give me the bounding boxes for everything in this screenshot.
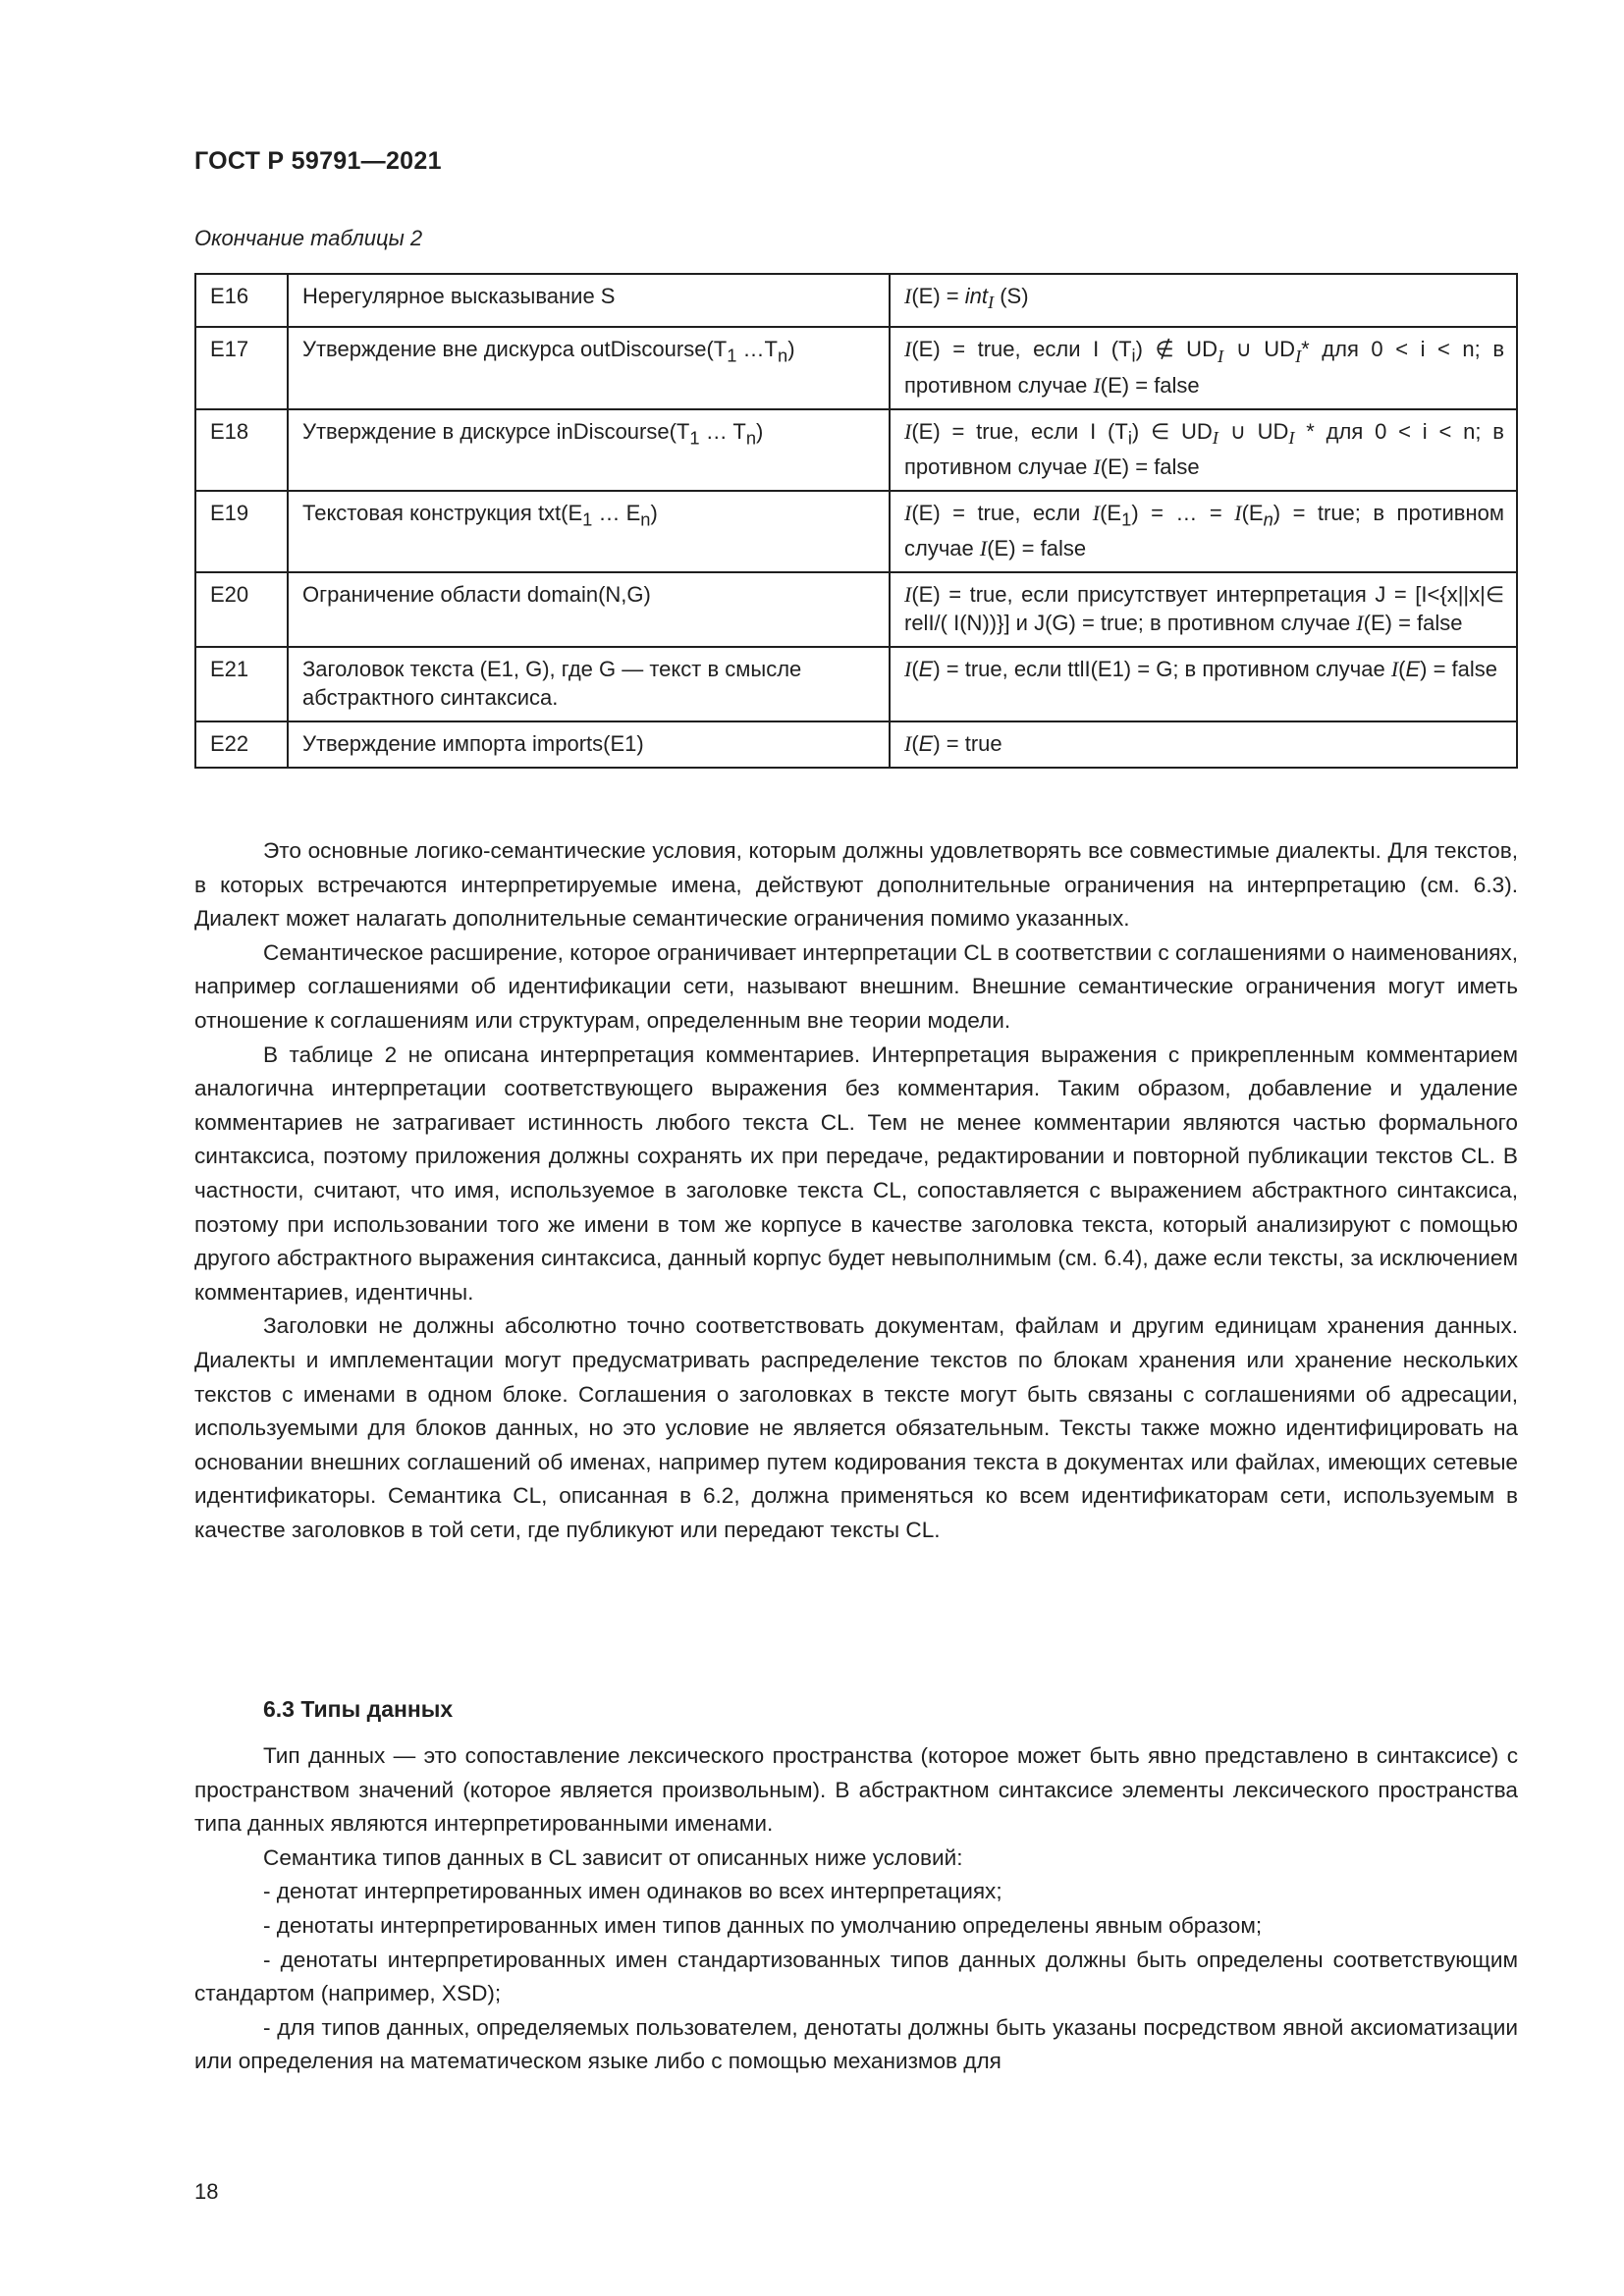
expression-cell: Ограничение области domain(N,G) (288, 572, 890, 647)
paragraph: Заголовки не должны абсолютно точно соответствовать документам, файлам и другим единицам хранения данных. Диалекты и имплементации могут предусматривать распределение текстов по блокам хранения или хранение нескольких текстов с именами в одном блоке. Соглашения о заголовках в тексте могут быть связаны с соглашениями об адресации, используемыми для блоков данных, но это условие не является обязательным. Тексты также можно идентифицировать на основании внешних соглашений об именах, например путем кодирования текста в документах или файлах, имеющих сетевые идентификаторы. Семантика CL, описанная в 6.2, должна применяться ко всем идентификаторам сети, используемым в качестве заголовков в той сети, где публикуют или передают тексты CL. (194, 1313, 1518, 1542)
paragraph: Семантическое расширение, которое ограничивает интерпретации CL в соответствии с соглашениями о наименованиях, например соглашениями об идентификации сети, называют внешним. Внешние семантические ограничения могут иметь отношение к соглашениям или структурам, определенным вне теории модели. (194, 939, 1518, 1033)
expression-cell: Заголовок текста (E1, G), где G — текст в смысле абстрактного синтаксиса. (288, 647, 890, 721)
table-row (195, 327, 1517, 408)
table-caption: Окончание таблицы 2 (194, 226, 423, 250)
expression-cell: Текстовая конструкция $txt(E_1$ … $E_n$) (288, 491, 890, 571)
interpretation-cell: I(E) = int$_I$ (S) (890, 274, 1517, 327)
row-id-cell: E16 (195, 274, 288, 327)
table-row (195, 409, 1517, 491)
row-id-cell: E21 (195, 647, 288, 721)
section-heading: 6.3 Типы данных (263, 1696, 454, 1722)
table-row (195, 647, 1517, 721)
row-id-cell: E19 (195, 491, 288, 571)
expression-cell: Утверждение в дискурсе $inDiscourse(T_1$ … $T_n$) (288, 409, 890, 491)
interpretation-cell: I(E) = true, если ttlI(E1) = G; в противном случае I(E) = false (890, 647, 1517, 721)
row-id-cell: E20 (195, 572, 288, 647)
page-number: 18 (194, 2179, 219, 2204)
expression-cell: Утверждение импорта imports(E1) (288, 721, 890, 768)
interpretation-cell: I(E) = true (890, 721, 1517, 768)
section-text (194, 1739, 1518, 2079)
row-id-cell: E17 (195, 327, 288, 408)
paragraph: Тип данных — это сопоставление лексического пространства (которое может быть явно представлено в синтаксисе) с пространством значений (которое является произвольным). В абстрактном синтаксисе элементы лексического пространства типа данных являются интерпретированными именами. (194, 1743, 1518, 1837)
list-item: - денотаты интерпретированных имен стандартизованных типов данных должны быть определены соответствующим стандартом (например, XSD); (194, 1947, 1518, 2006)
expression-cell: Нерегулярное высказывание S (288, 274, 890, 327)
paragraph: Это основные логико-семантические условия, которым должны удовлетворять все совместимые диалекты. Для текстов, в которых встречаются интерпретируемые имена, действуют дополнительные ограничения на интерпретацию (см. 6.3). Диалект может налагать дополнительные семантические ограничения помимо указанных. (194, 838, 1518, 932)
interpretation-cell: I(E) = true, если $I(E_1)$ = … = $I(E_n)$ = true; в противном случае I(E) = false (890, 491, 1517, 571)
table-row (195, 491, 1517, 571)
semantics-table (194, 273, 1518, 769)
list-item: - для типов данных, определяемых пользователем, денотаты должны быть указаны посредством явной аксиоматизации или определения на математическом языке либо с помощью механизмов для (194, 2014, 1518, 2074)
interpretation-cell: I(E) = true, если I $(T_i)$ ∈ $UD_I$ ∪ $UD_I$ * для 0 < i < n; в противном случае I(E) = false (890, 409, 1517, 491)
expression-cell: Утверждение вне дискурса $outDiscourse(T_1$ $\dots T_n$) (288, 327, 890, 408)
table-row (195, 572, 1517, 647)
table-body (195, 274, 1517, 768)
paragraph: В таблице 2 не описана интерпретация комментариев. Интерпретация выражения с прикрепленным комментарием аналогична интерпретации соответствующего выражения без комментария. Таким образом, добавление и удаление комментариев не затрагивает истинность любого текста CL. Тем не менее комментарии являются частью формального синтаксиса, поэтому приложения должны сохранять их при передаче, редактировании и повторной публикации текстов CL. В частности, считают, что имя, используемое в заголовке текста CL, сопоставляется с выражением абстрактного синтаксиса, поэтому при использовании того же имени в том же корпусе в качестве заголовка текста, который анализируют с помощью другого абстрактного выражения синтаксиса, данный корпус будет невыполнимым (см. 6.4), даже если тексты, за исключением комментариев, идентичны. (194, 1041, 1518, 1305)
list-item: - денотаты интерпретированных имен типов данных по умолчанию определены явным образом; (263, 1912, 1263, 1938)
list-item: - денотат интерпретированных имен одинаков во всех интерпретациях; (263, 1879, 1002, 1904)
interpretation-cell: I(E) = true, если присутствует интерпретация J = [I<{x||x|∈ relI/( I(N))}] и J(G) = true; в противном случае I(E) = false (890, 572, 1517, 647)
body-text (194, 834, 1518, 1547)
table-row (195, 274, 1517, 327)
interpretation-cell: I(E) = true, если I $(T_i)$ ∉ $UD_I$ ∪ $UD_I*$ для 0 < i < n; в противном случае I(E) = false (890, 327, 1517, 408)
document-header: ГОСТ Р 59791—2021 (194, 147, 442, 175)
row-id-cell: E22 (195, 721, 288, 768)
row-id-cell: E18 (195, 409, 288, 491)
table-row (195, 721, 1517, 768)
paragraph: Семантика типов данных в CL зависит от описанных ниже условий: (263, 1844, 963, 1870)
